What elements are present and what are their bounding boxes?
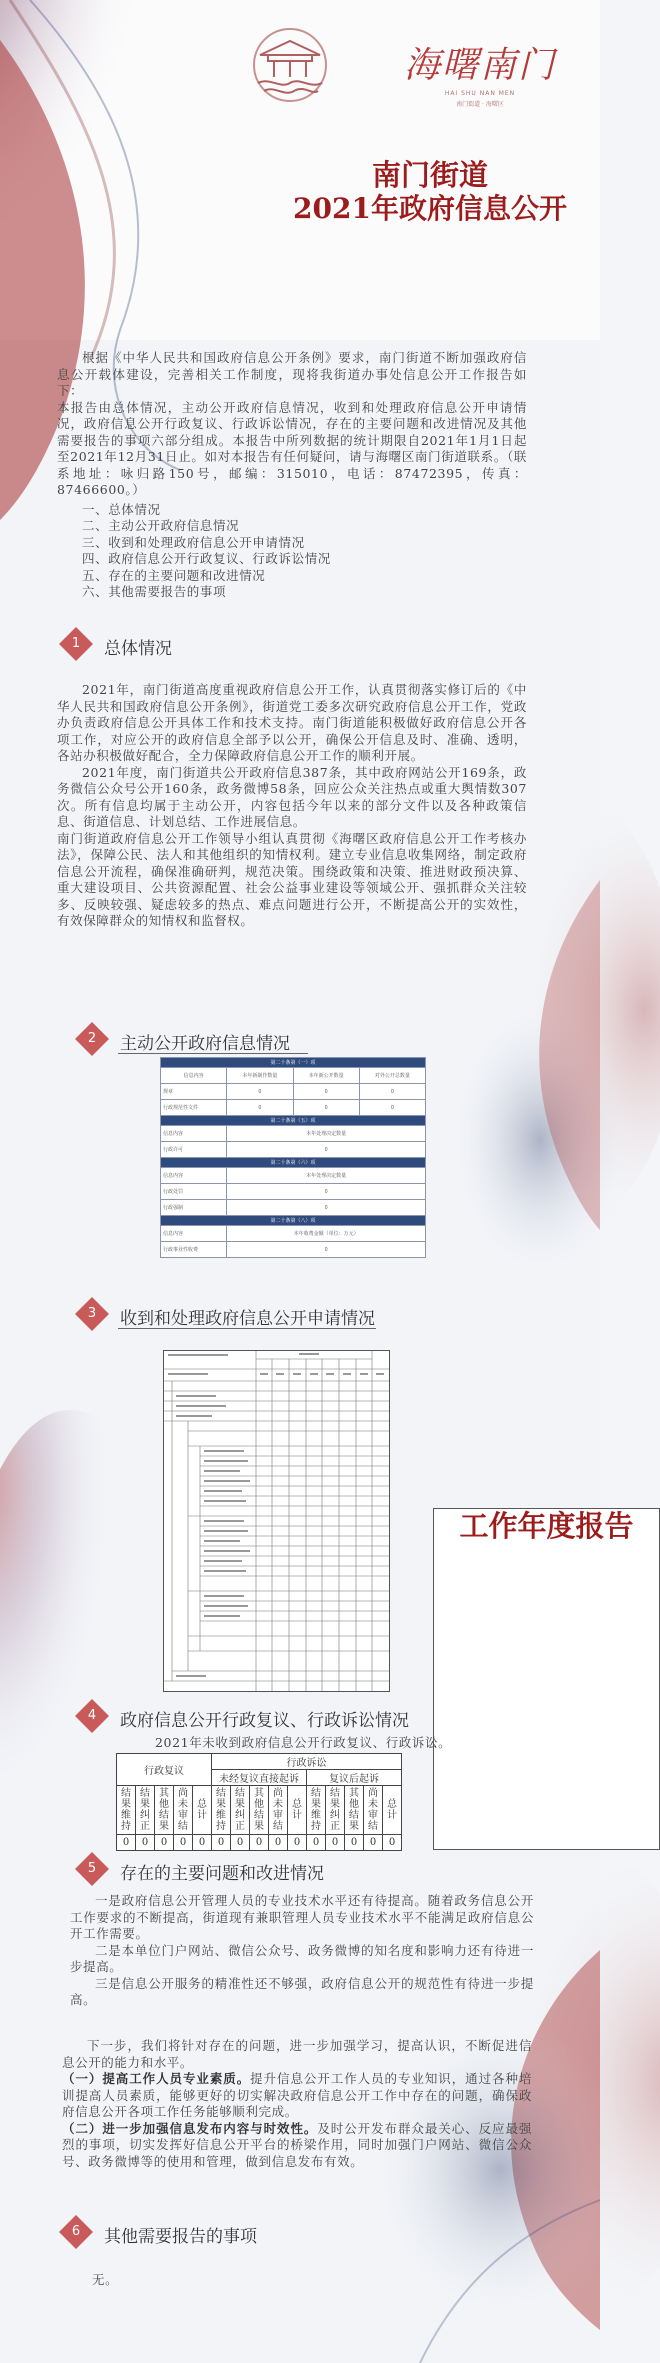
table-cell: 0 [250,1835,269,1851]
improvement-item-1 [62,2071,532,2121]
section-number: 2 [87,1031,97,1046]
problem-paragraph-3: 三是信息公开服务的精准性还不够强，政府信息公开的规范性有待进一步提高。 [70,1975,534,2007]
title-line-1: 南门街道 [371,158,488,192]
section-underline [118,1328,376,1329]
column-header: 总计 [288,1786,307,1835]
table-row [161,1200,426,1216]
column-header: 总计 [383,1786,402,1835]
table-band [161,1058,426,1068]
column-header: 本年处理决定数量 [227,1168,426,1184]
section-5-header [74,1851,334,1887]
column-header: 信息内容 [161,1168,227,1184]
brand-name: 海曙南门 [403,45,556,86]
application-handling-table [163,1350,390,1692]
review-litigation-table [116,1753,402,1851]
improvements-block [62,2038,532,2170]
table-cell: 0 [293,1084,359,1100]
column-header: 结果纠正 [136,1786,155,1835]
table-header-row [117,1786,402,1835]
toc-item: 五、存在的主要问题和改进情况 [82,567,266,583]
column-header: 信息内容 [161,1126,227,1142]
table-cell: 0 [174,1835,193,1851]
table-cell: 0 [227,1184,426,1200]
table-cell: 0 [227,1142,426,1158]
overall-block [57,682,527,930]
section-number-badge [74,1851,110,1887]
table-of-contents [57,502,527,601]
table-cell: 0 [212,1835,231,1851]
column-group-header: 行政复议 [117,1754,212,1786]
table-header-row [161,1168,426,1184]
column-header: 结果维持 [307,1786,326,1835]
table-header-row [117,1754,402,1770]
table-header-row [161,1126,426,1142]
intro-block [57,350,527,601]
section-number-badge [74,1698,110,1734]
band-title: 第二十条第（八）项 [161,1216,426,1226]
section-4-header [74,1698,414,1734]
overall-paragraph-3: 南门街道政府信息公开工作领导小组认真贯彻《海曙区政府信息公开工作考核办法》，保障公民、法人和其他组织的知情权利。建立专业信息收集网络，制定政府信息公开流程，确保准确研判，规范决策。围绕政策和决策、推进财政预决算、重大建设项目、公共资源配置、社会公益事业建设等领域公开、强抓群众关注较多、反映较强、疑虑较多的热点、难点问题进行公开，不断提高公开的实效性，有效保障群众的知情权和监督权。 [57,830,527,928]
row-label: 规章 [161,1084,227,1100]
section-1-header [58,626,258,662]
improvement-item-2-text: 及时公开发布群众最关心、反应最强烈的事项，切实发挥好信息公开平台的桥梁作用，同时加强门户网站、微信公众号、政务微博等的使用和管理，做到信息发布有效。 [62,2120,532,2169]
band-title: 第二十条第（五）项 [161,1116,426,1126]
section-number-badge [74,1296,110,1332]
table-row [161,1142,426,1158]
section-number: 1 [71,636,81,651]
section-3-header [74,1296,404,1332]
table-cell: 0 [383,1835,402,1851]
band-title: 第二十条第（一）项 [161,1058,426,1068]
table-row [161,1100,426,1116]
brand-logo [400,45,560,108]
table-cell: 0 [227,1242,426,1258]
table-row [117,1835,402,1851]
table-cell: 0 [136,1835,155,1851]
table-row [161,1084,426,1100]
section-title: 主动公开政府信息情况 [120,1034,290,1053]
column-header: 其他结果 [250,1786,269,1835]
improvement-item-2-heading: （二）进一步加强信息发布内容与时效性。 [62,2120,318,2136]
problems-block [70,1893,534,2009]
column-header: 其他结果 [155,1786,174,1835]
column-header: 总计 [193,1786,212,1835]
table-cell: 0 [359,1084,425,1100]
toc-item: 四、政府信息公开行政复议、行政诉讼情况 [82,551,331,566]
column-header: 结果维持 [212,1786,231,1835]
application-table-grid [164,1351,389,1691]
review-litigation-intro: 2021年未收到政府信息公开行政复议、行政诉讼。 [155,1735,452,1750]
column-header: 本年新制作数量 [227,1068,293,1084]
toc-item: 六、其他需要报告的事项 [82,584,227,599]
row-label: 行政处罚 [161,1184,227,1200]
table-cell: 0 [231,1835,250,1851]
overall-paragraph-1: 2021年，南门街道高度重视政府信息公开工作，认真贯彻落实修订后的《中华人民共和国政府信息公开条例》，街道党工委多次研究政府信息公开工作，党政办负责政府信息公开具体工作和技术支持。南门街道能积极做好政府信息公开各项工作，对应公开的政府信息全部予以公开，确保公开信息及时、准确、透明，各站办积极做好配合，全力保障政府信息公开工作的顺利开展。 [57,682,527,763]
column-header: 结果纠正 [231,1786,250,1835]
table-cell: 0 [326,1835,345,1851]
band-title: 第二十条第（六）项 [161,1158,426,1168]
proactive-disclosure-table [160,1057,426,1258]
column-header: 本年处理决定数量 [227,1126,426,1142]
column-header: 其他结果 [345,1786,364,1835]
section-underline [118,1053,308,1054]
table-header-row [161,1226,426,1242]
column-header: 信息内容 [161,1068,227,1084]
table-cell: 0 [117,1835,136,1851]
brand-subtitle: 南门街道 · 海曙区 [456,101,504,108]
column-header: 本年新公开数量 [293,1068,359,1084]
row-label: 行政许可 [161,1142,227,1158]
section-title: 收到和处理政府信息公开申请情况 [120,1309,375,1328]
table-header-row [161,1068,426,1084]
table-cell: 0 [227,1100,293,1116]
section-number: 6 [71,2224,81,2239]
table-band [161,1216,426,1226]
row-label: 行政强制 [161,1200,227,1216]
section-title: 政府信息公开行政复议、行政诉讼情况 [120,1711,409,1730]
improvement-item-1-text: 提升信息公开工作人员的专业知识，通过各种培训提高人员素质，能够更好的切实解决政府信息公开工作中存在的问题，确保政府信息公开各项工作任务能够顺利完成。 [62,2071,532,2119]
column-header: 结果维持 [117,1786,136,1835]
column-header: 尚未审结 [364,1786,383,1835]
section-number-badge [58,2214,94,2250]
table-cell: 0 [307,1835,326,1851]
toc-item: 二、主动公开政府信息情况 [82,518,240,533]
column-subgroup-header: 复议后起诉 [307,1770,402,1786]
pavilion-emblem-icon [230,25,350,105]
table-row [161,1242,426,1258]
table-cell: 0 [293,1100,359,1116]
table-cell: 0 [155,1835,174,1851]
section-number: 3 [87,1306,97,1321]
section-2-header [74,1021,334,1057]
table-cell: 0 [227,1084,293,1100]
overall-paragraph-2: 2021年度，南门街道共公开政府信息387条，其中政府网站公开169条，政务微信公众号公开160条，政务微博58条，回应公众关注热点或重大舆情数307次。所有信息均属于主动公开，内容包括今年以来的部分文件以及各种政策信息、街道信息、计划总结、工作进展信息。 [57,764,527,829]
toc-item: 一、总体情况 [82,501,161,517]
column-header: 尚未审结 [174,1786,193,1835]
section-title: 存在的主要问题和改进情况 [120,1864,324,1883]
row-label: 行政事业性收费 [161,1242,227,1258]
section-title: 总体情况 [104,639,172,658]
table-cell: 0 [345,1835,364,1851]
section-number: 5 [87,1861,97,1876]
title-line-2: 2021年政府信息公开 [293,192,567,225]
column-header: 对外公开总数量 [359,1068,425,1084]
table-cell: 0 [364,1835,383,1851]
column-header: 结果纠正 [326,1786,345,1835]
title-line-3: 工作年度报告 [433,1508,660,1850]
section-title: 其他需要报告的事项 [104,2227,257,2246]
section-number: 4 [87,1708,97,1723]
table-band [161,1158,426,1168]
table-cell: 0 [193,1835,212,1851]
improvement-item-2 [62,2121,532,2171]
table-cell: 0 [269,1835,288,1851]
section-6-header [58,2214,318,2250]
brand-pinyin: HAI SHU NAN MEN [444,90,516,97]
intro-paragraph-2: 本报告由总体情况，主动公开政府信息情况，收到和处理政府信息公开申请情况，政府信息公开行政复议、行政诉讼情况，存在的主要问题和改进情况及其他需要报告的事项六部分组成。本报告中所列数据的统计期限自2021年1月1日起至2021年12月31日止。如对本报告有任何疑问，请与海曙区南门街道联系。（联系地址：咏归路150号，邮编：315010，电话：87472395，传真：87466600。） [57,399,527,497]
problem-paragraph-1: 一是政府信息公开管理人员的专业技术水平还有待提高。随着政务信息公开工作要求的不断提高，街道现有兼职管理人员专业技术水平不能满足政府信息公开工作需要。 [70,1893,534,1941]
other-matters-text: 无。 [92,2272,119,2287]
section-number-badge [74,1021,110,1057]
improvement-intro: 下一步，我们将针对存在的问题，进一步加强学习，提高认识，不断促进信息公开的能力和水平。 [62,2038,532,2070]
table-row [161,1184,426,1200]
table-cell: 0 [359,1100,425,1116]
row-label: 行政规范性文件 [161,1100,227,1116]
column-subgroup-header: 未经复议直接起诉 [212,1770,307,1786]
table-band [161,1116,426,1126]
column-header: 尚未审结 [269,1786,288,1835]
improvement-item-1-heading: （一）提高工作人员专业素质。 [62,2071,251,2086]
column-header: 信息内容 [161,1226,227,1242]
section-number-badge [58,626,94,662]
column-group-header: 行政诉讼 [212,1754,402,1770]
problem-paragraph-2: 二是本单位门户网站、微信公众号、政务微博的知名度和影响力还有待进一步提高。 [70,1942,534,1974]
table-cell: 0 [227,1200,426,1216]
column-header: 本年收费金额（单位：万元） [227,1226,426,1242]
toc-item: 三、收到和处理政府信息公开申请情况 [82,534,305,550]
intro-paragraph-1: 根据《中华人民共和国政府信息公开条例》要求，南门街道不断加强政府信息公开载体建设，完善相关工作制度，现将我街道办事处信息公开工作报告如下： [57,350,527,398]
table-cell: 0 [288,1835,307,1851]
